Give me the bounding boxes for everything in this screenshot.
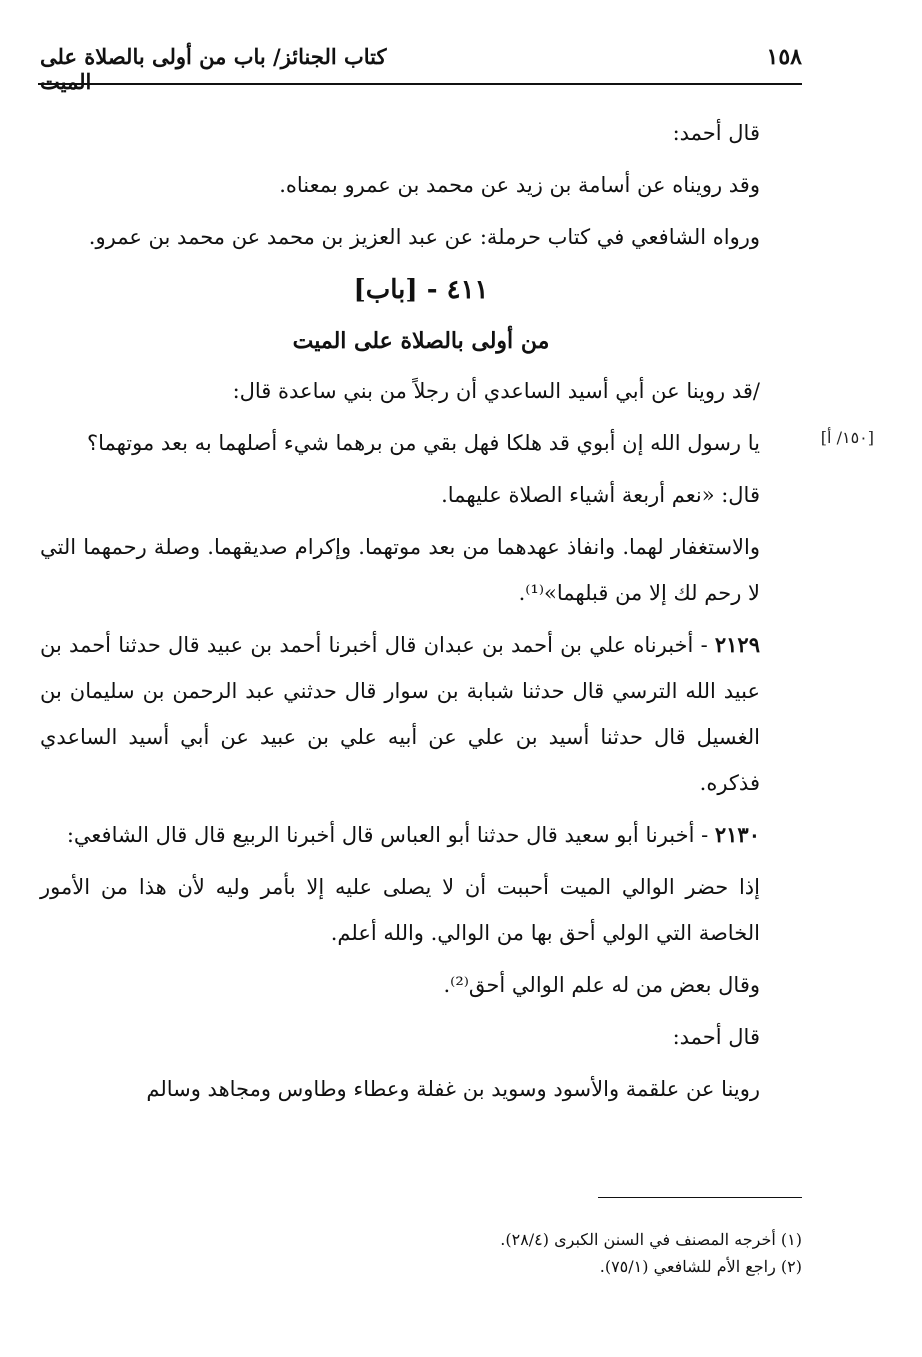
chapter-subtitle: من أولى بالصلاة على الميت [292,328,550,354]
paragraph: ورواه الشافعي في كتاب حرملة: عن عبد العزيز بن محمد عن محمد بن عمرو. [88,225,760,249]
footnotes [202,1226,802,1280]
paragraph: قال أحمد: [672,121,760,145]
paragraph: إذا حضر الوالي الميت أحببت أن لا يصلى عليه إلا بأمر وليه لأن هذا من الأمور الخاصة التي الولي أحق بها من الوالي. والله أعلم. [40,875,760,945]
hadith-2130 [40,812,802,858]
footnote-divider [598,1197,802,1198]
page-number: ١٥٨ [766,44,802,70]
paragraph: يا رسول الله إن أبوي قد هلكا فهل بقي من برهما شيء أصلهما به بعد موتهما؟ [86,431,760,455]
chapter-title: ٤١١ - [باب] [353,275,489,305]
hadith-number: ٢١٣٠ [714,822,760,847]
footnote: (١) أخرجه المصنف في السنن الكبرى (٢٨/٤). [500,1230,802,1249]
paragraph: وقال بعض من له علم الوالي أحق⁽²⁾. [443,973,760,997]
paragraph: قال أحمد: [672,1025,760,1049]
hadith-text: - أخبرنا أبو سعيد قال حدثنا أبو العباس قال أخبرنا الربيع قال قال الشافعي: [66,823,715,847]
main-text [40,110,802,1118]
footnote: (٢) راجع الأم للشافعي (٧٥/١). [599,1257,802,1276]
manuscript-folio-reference: [١٥٠/ أ] [820,428,874,447]
paragraph: قال: «نعم أربعة أشياء الصلاة عليهما. [441,483,760,507]
paragraph: /قد روينا عن أبي أسيد الساعدي أن رجلاً من بني ساعدة قال: [232,379,760,403]
paragraph: روينا عن علقمة والأسود وسويد بن غفلة وعطاء وطاوس ومجاهد وسالم [146,1077,760,1101]
hadith-2129 [40,622,802,806]
hadith-text: - أخبرناه علي بن أحمد بن عبدان قال أخبرنا أحمد بن عبيد قال حدثنا أحمد بن عبيد الله الترسي قال حدثنا شبابة بن سوار قال حدثني عبد الرحمن بن سليمان بن الغسيل قال حدثنا أسيد بن علي عن أبيه علي بن عبيد عن أبي أسيد الساعدي فذكره. [40,633,760,795]
paragraph: والاستغفار لهما. وانفاذ عهدهما من بعد موتهما. وإكرام صديقهما. وصلة رحمهما التي لا رحم لك إلا من قبلهما»⁽¹⁾. [40,535,760,605]
paragraph: وقد رويناه عن أسامة بن زيد عن محمد بن عمرو بمعناه. [279,173,760,197]
running-header-title: كتاب الجنائز/ باب من أولى بالصلاة على الميت [40,44,387,94]
hadith-number: ٢١٢٩ [714,632,760,657]
header-divider [38,83,802,85]
